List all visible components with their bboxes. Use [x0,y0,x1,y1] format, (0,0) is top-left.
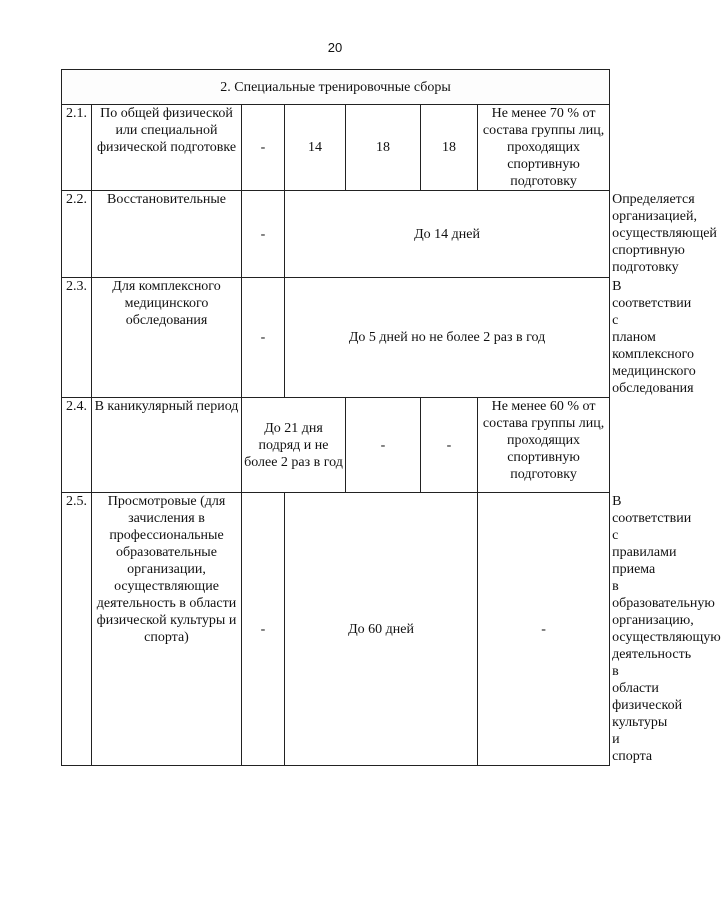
value-cell: - [242,105,285,191]
value-cell: 14 [285,105,346,191]
participant-note: Не менее 60 % от состава группы лиц, проходящих спортивную подготовку [478,398,610,493]
camp-type: По общей физической или специальной физической подготовке [92,105,242,191]
camp-type: Восстановительные [92,191,242,278]
training-camps-table [61,69,721,766]
value-cell: - [242,191,285,278]
row-number: 2.3. [62,278,92,398]
merged-duration-cell: До 21 дня подряд и не более 2 раз в год [242,398,346,493]
table-row: 2.5. Просмотровые (для зачисления в профессиональные образовательные организации, осуществляющие деятельность в области физической культуры и спорта) - До 60 дней - В соответствии с правилами приема в образовательную организацию, осуществляющую деятельность в области физической культуры и спорта [62,493,610,766]
row-number: 2.5. [62,493,92,766]
row-number: 2.1. [62,105,92,191]
merged-duration-cell: До 5 дней но не более 2 раз в год [285,278,610,398]
participant-note: Не менее 70 % от состава группы лиц, проходящих спортивную подготовку [478,105,610,191]
value-cell: - [242,278,285,398]
row-number: 2.2. [62,191,92,278]
camp-type: Для комплексного медицинского обследования [92,278,242,398]
value-cell: - [242,493,285,766]
camp-type: Просмотровые (для зачисления в профессиональные образовательные организации, осуществляющие деятельность в области физической культуры и спорта) [92,493,242,766]
section-title: 2. Специальные тренировочные сборы [62,70,610,105]
table-row: 2.3. Для комплексного медицинского обследования - До 5 дней но не более 2 раз в год В соответствии с планом комплексного медицинского обследования [62,278,610,398]
table-row: 2.2. Восстановительные - До 14 дней Определяется организацией, осуществляющей спортивную подготовку [62,191,610,278]
value-cell: - [346,398,421,493]
value-cell: 18 [421,105,478,191]
value-cell: - [421,398,478,493]
section-header-row [62,70,610,105]
value-cell: - [478,493,610,766]
camp-type: В каникулярный период [92,398,242,493]
value-cell: 18 [346,105,421,191]
table-row [62,105,610,191]
page-number: 20 [327,40,343,55]
table-row [62,398,610,493]
row-number: 2.4. [62,398,92,493]
merged-duration-cell: До 14 дней [285,191,610,278]
merged-duration-cell: До 60 дней [285,493,478,766]
